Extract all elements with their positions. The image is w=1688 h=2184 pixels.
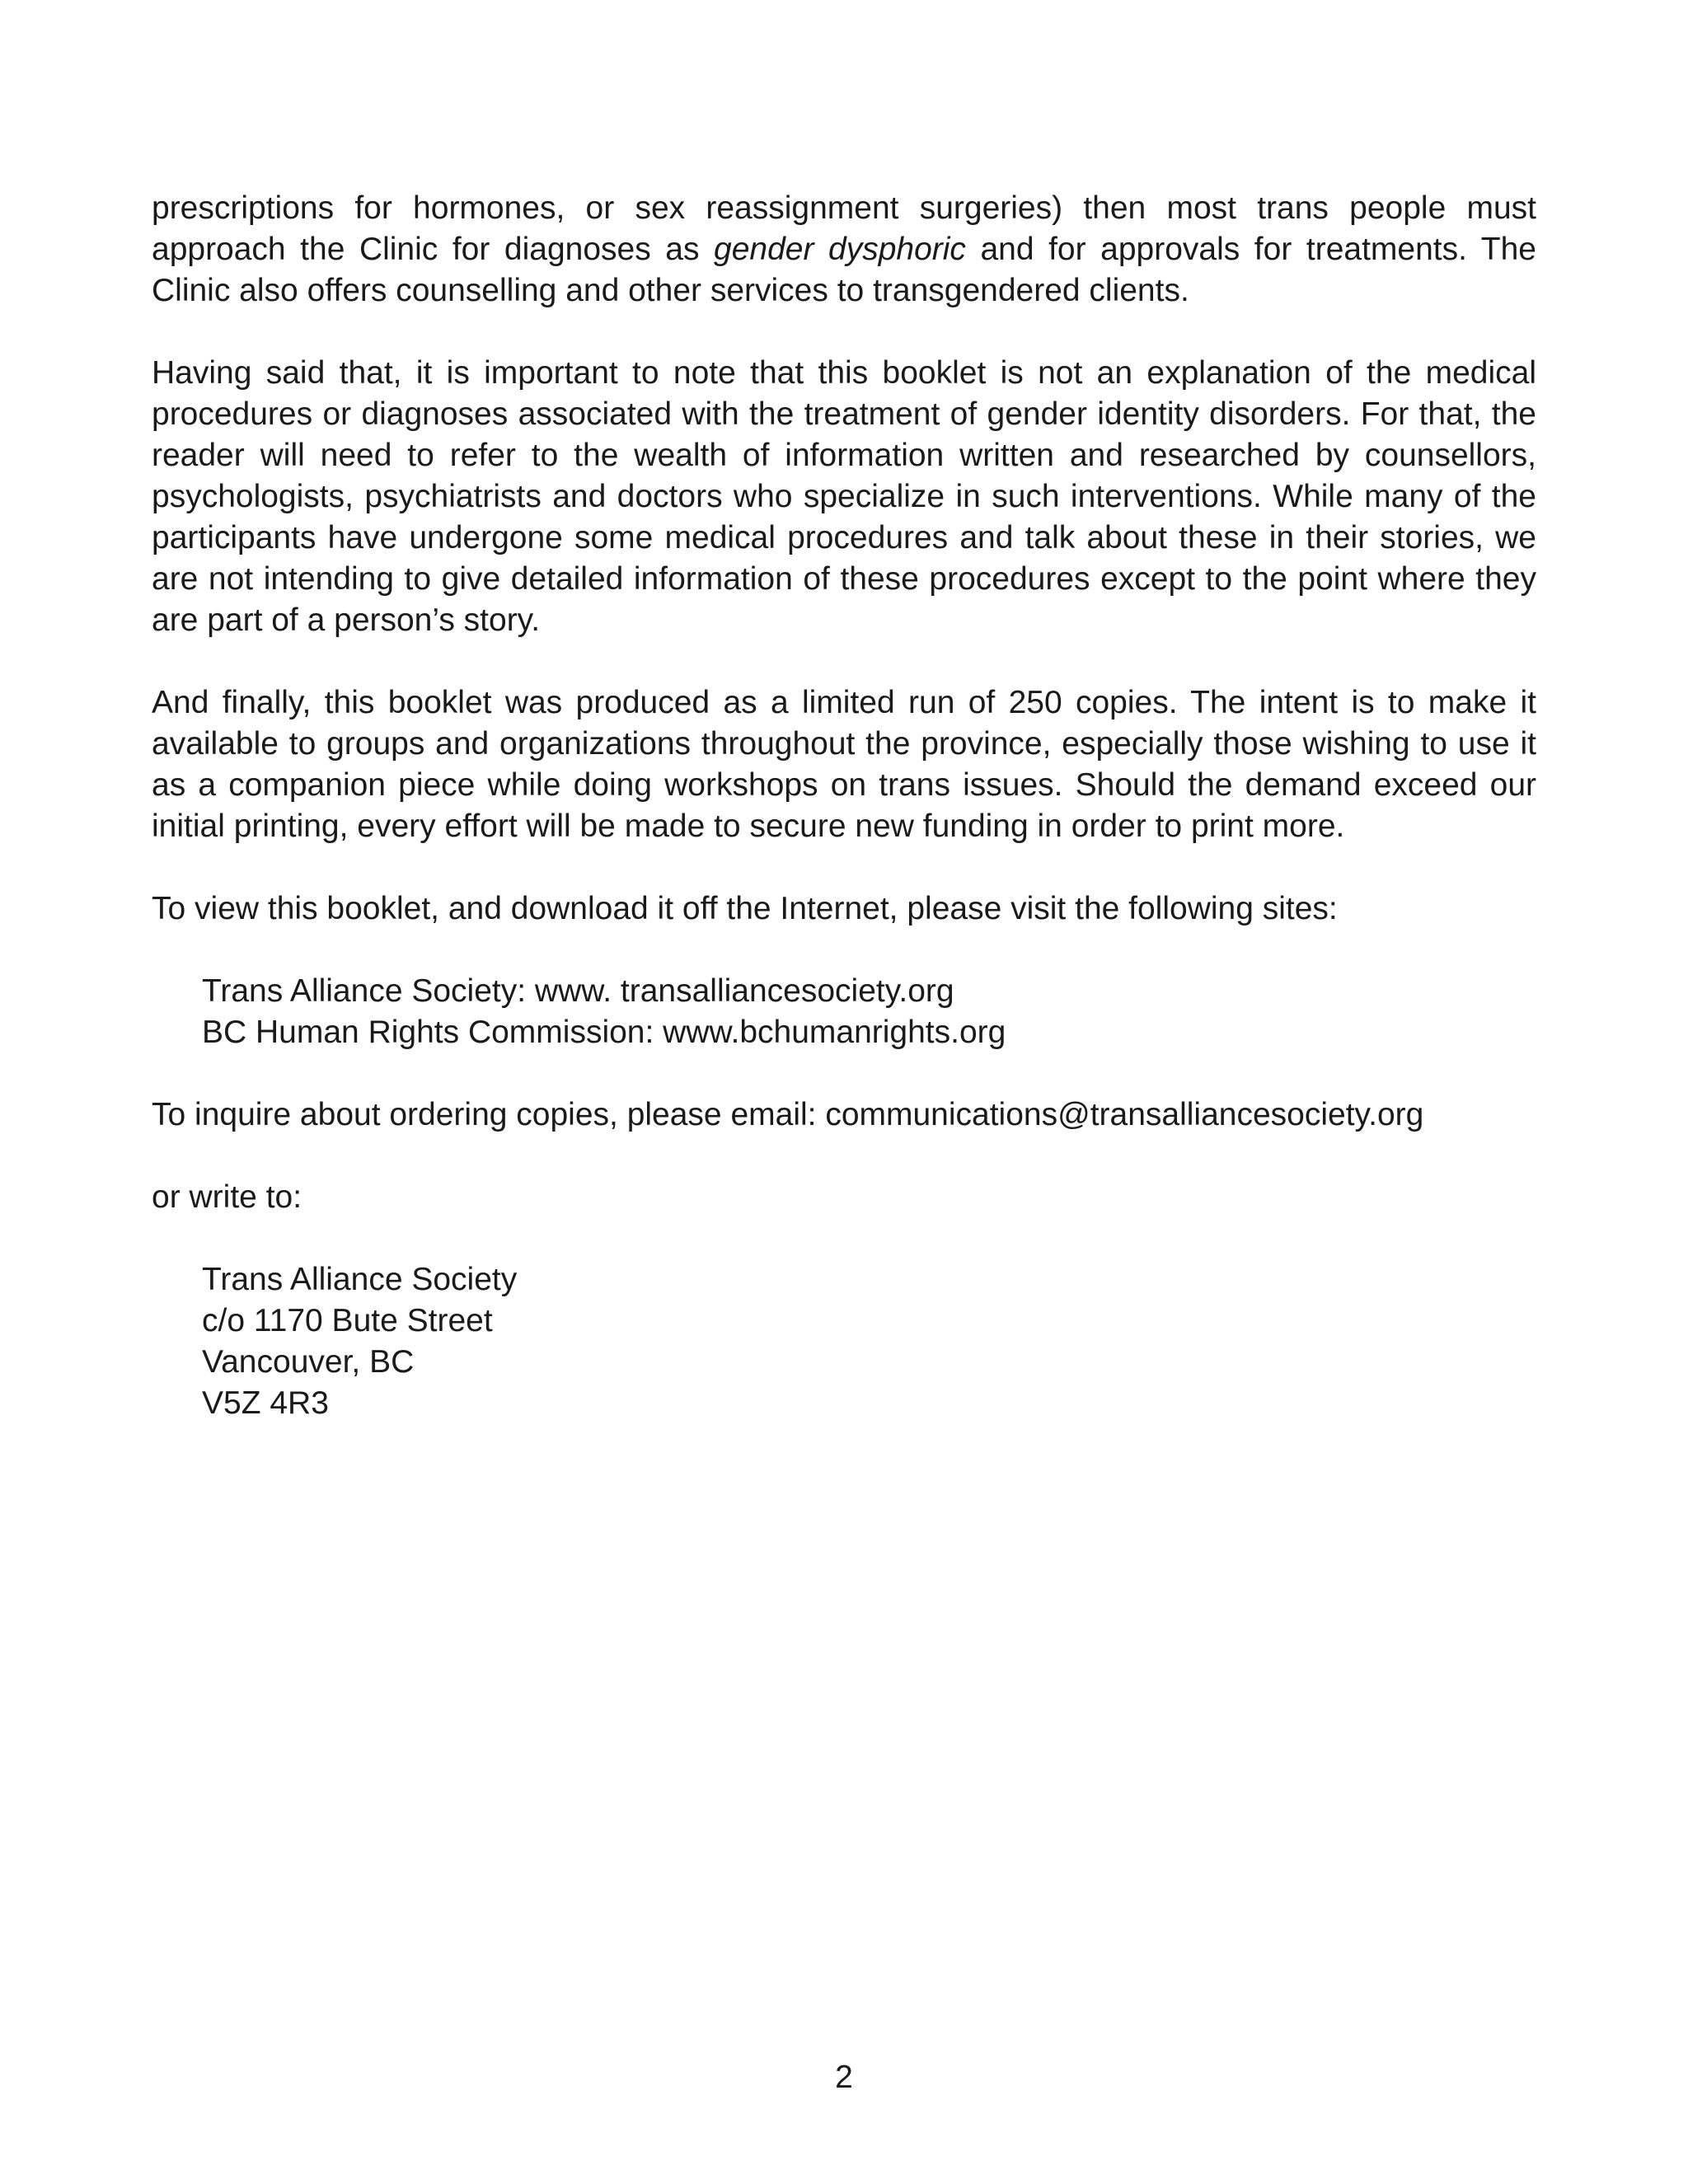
address-line-postal-code: V5Z 4R3 [202, 1385, 329, 1421]
paragraph-clinic [152, 188, 1536, 312]
page-number: 2 [835, 2060, 853, 2095]
paragraph-limited-run: And finally, this booklet was produced as a limited run of 250 copies. The intent is to make it available to groups and organizations throughout the province, especially those wishing to use it as a companion piece while doing workshops on trans issues. Should the demand exceed our initial printing, every effort will be made to secure new funding in order to print more. [152, 685, 1536, 844]
paragraph-view-online: To view this booklet, and download it off the Internet, please visit the following sites: [152, 891, 1338, 926]
address-line-organization: Trans Alliance Society [202, 1262, 518, 1297]
address-line-street: c/o 1170 Bute Street [202, 1303, 493, 1338]
website-list [202, 971, 1536, 1053]
paragraph-clinic-text-start: prescriptions for hormones, or sex reassignment surgeries) then most trans people must approach the Clinic for diagnoses as [152, 190, 1536, 267]
paragraph-disclaimer: Having said that, it is important to note that this booklet is not an explanation of the medical procedures or diagnoses associated with the treatment of gender identity disorders. For that, the reader will need to refer to the wealth of information written and researched by counsellors, psychologists, psychiatrists and doctors who specialize in such interventions. While many of the participants have undergone some medical procedures and talk about these in their stories, we are not intending to give detailed information of these procedures except to the point where they are part of a person’s story. [152, 355, 1536, 638]
paragraph-order-email: To inquire about ordering copies, please email: communications@transalliancesociety.org [152, 1097, 1424, 1132]
document-body [152, 188, 1536, 1465]
paragraph-clinic-text-end: and for approvals for treatments. The Clinic also offers counselling and other services to transgendered clients. [152, 232, 1536, 308]
website-bc-human-rights: BC Human Rights Commission: www.bchumanrights.org [202, 1015, 1006, 1050]
address-line-city: Vancouver, BC [202, 1344, 415, 1380]
paragraph-write-to: or write to: [152, 1179, 302, 1215]
paragraph-clinic-emphasis: gender dysphoric [714, 232, 966, 267]
website-trans-alliance: Trans Alliance Society: www. transalliancesociety.org [202, 973, 954, 1009]
mailing-address [202, 1259, 1536, 1424]
